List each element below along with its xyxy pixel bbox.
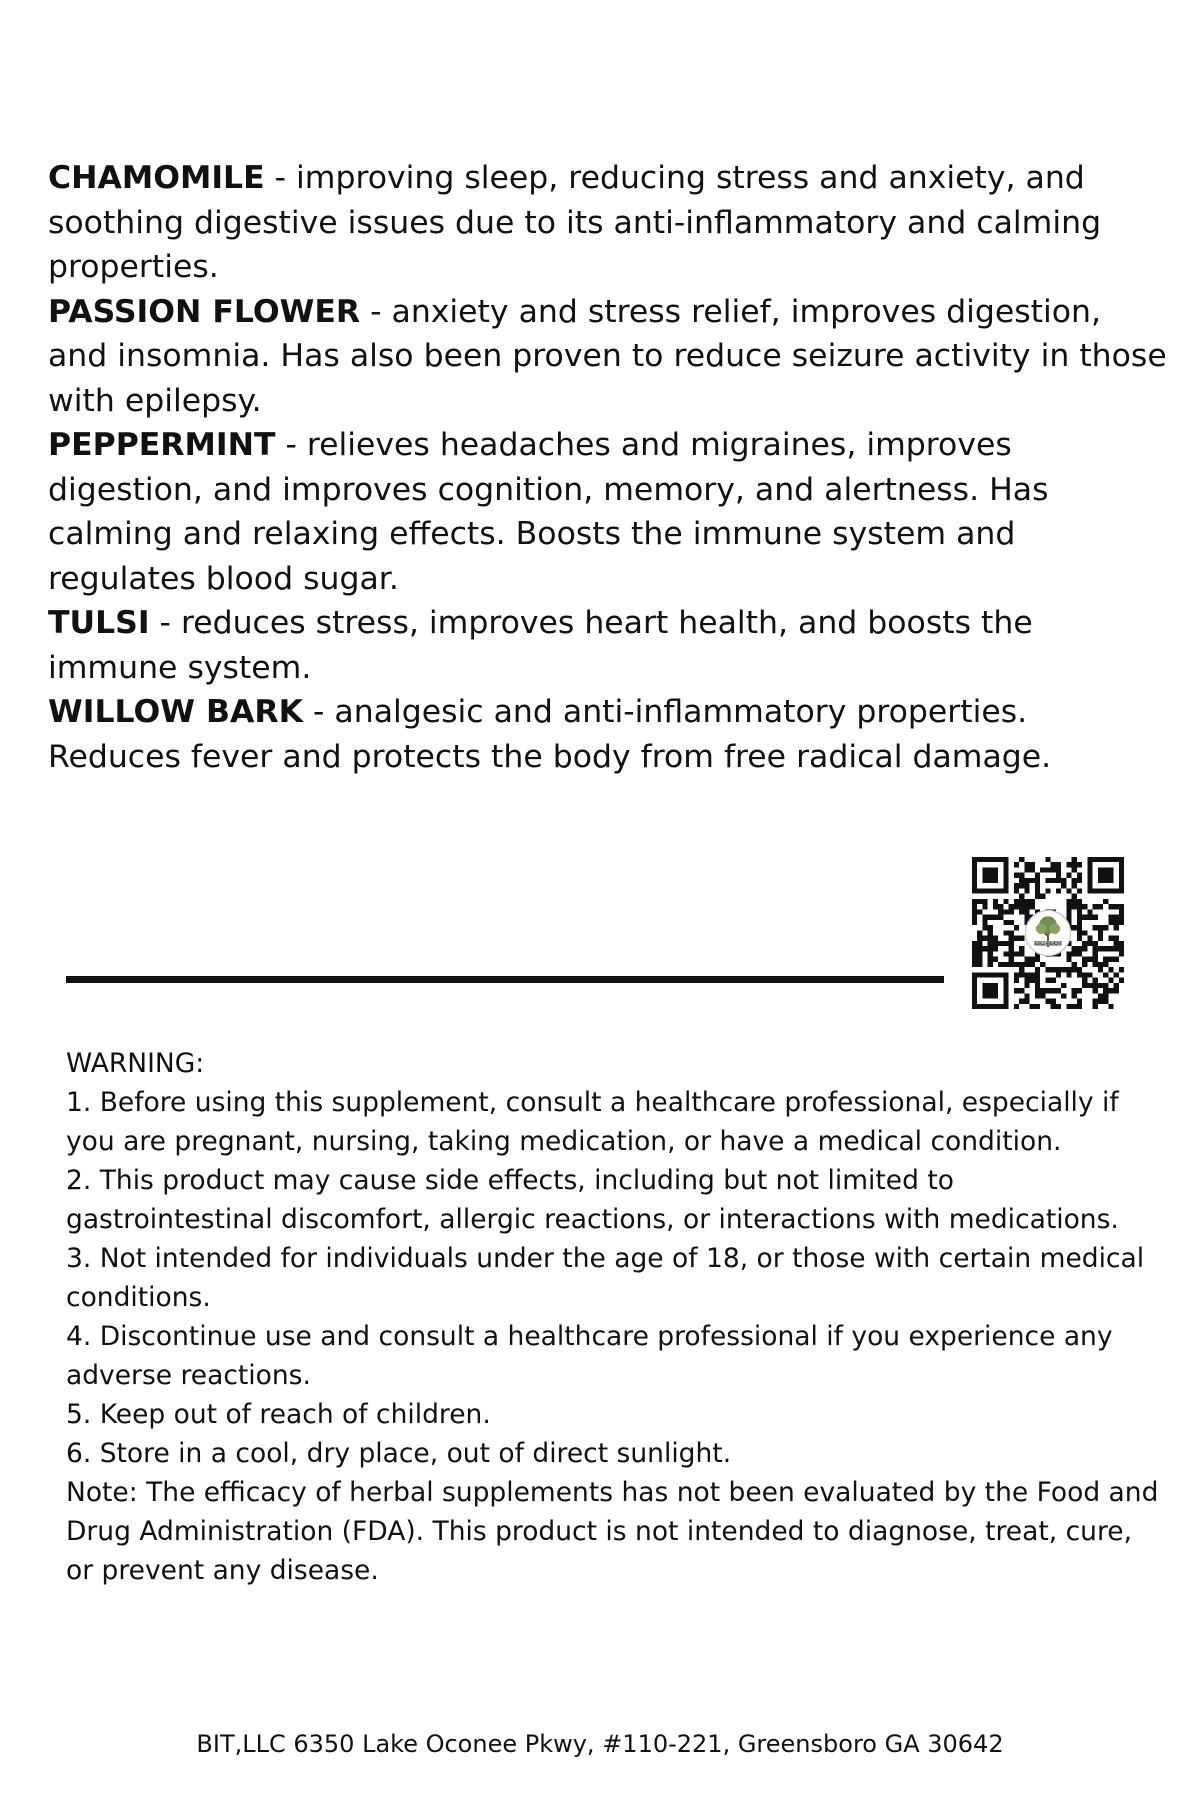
warning-item: 3. Not intended for individuals under the age of 18, or those with certain medical conditions. <box>66 1243 1145 1313</box>
herb-name: PEPPERMINT <box>48 427 276 463</box>
herb-description: - reduces stress, improves heart health, and boosts the immune system. <box>48 605 1033 686</box>
warning-heading: WARNING: <box>66 1048 205 1079</box>
qr-logo-text <box>1036 941 1061 946</box>
warning-item: 1. Before using this supplement, consult a healthcare professional, especially if you are pregnant, nursing, taking medication, or have a medical condition. <box>66 1087 1119 1157</box>
herb-name: WILLOW BARK <box>48 694 304 730</box>
herb-name: CHAMOMILE <box>48 160 265 196</box>
warning-item: 4. Discontinue use and consult a healthcare professional if you experience any adverse reactions. <box>66 1321 1113 1391</box>
herb-name: PASSION FLOWER <box>48 293 361 330</box>
herb-entry-chamomile <box>48 156 1168 290</box>
warning-item: 6. Store in a cool, dry place, out of direct sunlight. <box>66 1438 732 1469</box>
qr-code-icon[interactable] <box>972 857 1124 1009</box>
herb-description: - relieves headaches and migraines, improves digestion, and improves cognition, memory, and alertness. Has calming and relaxing effects. Boosts the immune system and regulates blood sugar. <box>48 427 1049 597</box>
warning-section <box>66 1044 1166 1590</box>
herb-description: - anxiety and stress relief, improves digestion, and insomnia. Has also been proven to reduce seizure activity in those with epilepsy. <box>48 293 1167 419</box>
warning-item: 2. This product may cause side effects, including but not limited to gastrointestinal discomfort, allergic reactions, or interactions with medications. <box>66 1165 1119 1235</box>
herb-entry-tulsi <box>48 601 1168 690</box>
herb-benefits-list <box>48 156 1168 779</box>
company-address: BIT,LLC 6350 Lake Oconee Pkwy, #110-221, Greensboro GA 30642 <box>196 1730 1004 1758</box>
herb-name: TULSI <box>48 605 150 641</box>
herb-description: - analgesic and anti-inflammatory properties. Reduces fever and protects the body from free radical damage. <box>48 694 1052 775</box>
warning-item: 5. Keep out of reach of children. <box>66 1399 491 1430</box>
divider-line <box>66 976 944 983</box>
herb-entry-passion-flower <box>48 290 1168 424</box>
fda-note: Note: The efficacy of herbal supplements has not been evaluated by the Food and Drug Administration (FDA). This product is not intended to diagnose, treat, cure, or prevent any disease. <box>66 1477 1159 1586</box>
herb-entry-willow-bark <box>48 690 1168 779</box>
herb-entry-peppermint <box>48 423 1168 601</box>
herb-description: - improving sleep, reducing stress and anxiety, and soothing digestive issues due to its anti-inflammatory and calming properties. <box>48 160 1102 285</box>
